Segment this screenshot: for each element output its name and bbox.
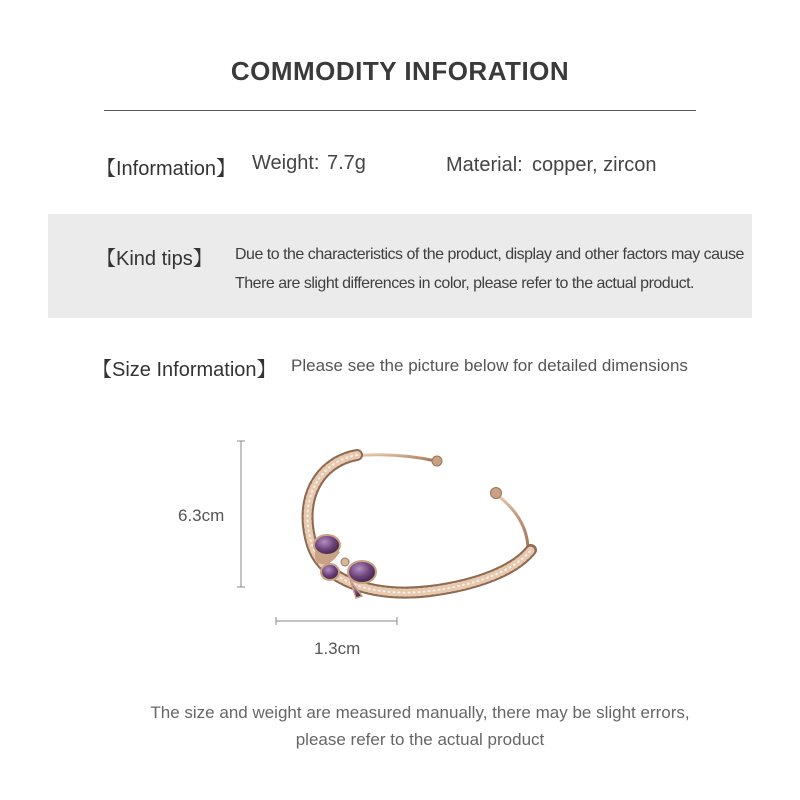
- material-value: copper, zircon: [532, 154, 657, 176]
- bangle-end-ball-top: [432, 456, 442, 466]
- information-label: 【Information】: [96, 158, 237, 180]
- width-dimension-line: [276, 617, 397, 625]
- zircon-gem-lower-left: [321, 564, 339, 580]
- bangle-wire: [352, 455, 528, 555]
- zircon-gem-upper-left: [314, 535, 340, 555]
- bangle-end-ball-right: [491, 488, 502, 499]
- kind-tips-line-2: There are slight differences in color, please refer to the actual product.: [235, 275, 694, 292]
- size-information-description: Please see the picture below for detailed dimensions: [291, 356, 688, 375]
- footer-note-line-2: please refer to the actual product: [295, 730, 545, 749]
- page-title: COMMODITY INFORATION: [230, 56, 570, 86]
- bangle-crystal-band: [308, 455, 531, 593]
- material-label: Material:: [446, 154, 523, 176]
- weight-value: 7.7g: [327, 152, 366, 174]
- height-dimension-line: [237, 441, 245, 587]
- kind-tips-label: 【Kind tips】: [96, 248, 213, 270]
- zircon-gem-right: [348, 561, 376, 583]
- height-dimension-label: 6.3cm: [178, 506, 225, 525]
- kind-tips-line-1: Due to the characteristics of the product, display and other factors may cause: [235, 246, 744, 263]
- width-dimension-label: 1.3cm: [314, 639, 361, 658]
- footer-note-line-1: The size and weight are measured manually, there may be slight errors,: [150, 703, 690, 722]
- size-information-label: 【Size Information】: [92, 359, 277, 381]
- weight-label: Weight:: [252, 152, 320, 174]
